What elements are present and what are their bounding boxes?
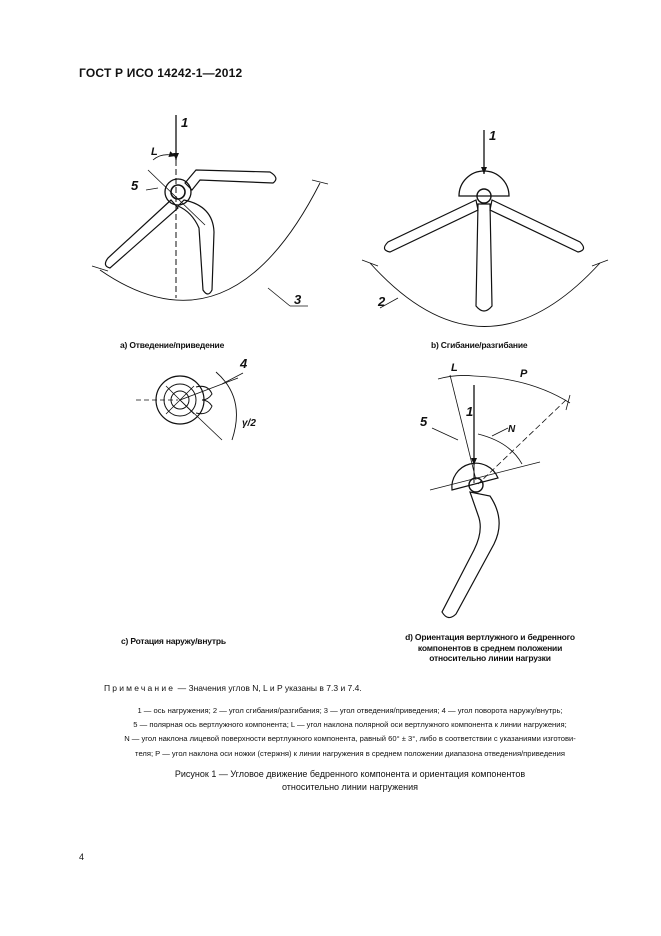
caption-figure-d (390, 632, 590, 664)
caption-figure-b: b) Сгибание/разгибание (431, 340, 528, 350)
note (104, 683, 362, 693)
legend-line: 5 — полярная ось вертлужного компонента; L — угол наклона полярной оси вертлужного компонента к линии нагружения; (133, 720, 567, 730)
legend-line: 1 — ось нагружения; 2 — угол сгибания/разгибания; 3 — угол отведения/приведения; 4 — угол поворота наружу/внутрь; (137, 706, 563, 715)
note-label: Примечание (104, 683, 176, 693)
label-angle-n: N (508, 424, 516, 435)
page-number: 4 (79, 852, 85, 862)
label-polar-axis-a: 5 (131, 178, 139, 193)
label-flexion-angle: 2 (378, 294, 386, 309)
label-abduction-angle: 3 (294, 292, 302, 307)
label-load-axis-a: 1 (181, 115, 189, 130)
label-polar-axis-d: 5 (420, 414, 428, 429)
note-text: — Значения углов N, L и P указаны в 7.3 и 7.4. (177, 683, 362, 693)
legend-line: N — угол наклона лицевой поверхности вертлужного компонента, равный 60° ± 3°, либо в соответствии с указаниями изготови- (124, 734, 576, 744)
legend-line: теля; P — угол наклона оси ножки (стержня) к линии нагружения в среднем положении диапазона отведения/приведения (135, 748, 565, 758)
caption-figure-d-line: относительно линии нагрузки (429, 653, 551, 663)
label-gamma-half: γ/2 (242, 418, 256, 429)
caption-figure-d-line: d) Ориентация вертлужного и бедренного (405, 632, 575, 642)
figure-caption-line: Рисунок 1 — Угловое движение бедренного компонента и ориентация компонентов (174, 769, 526, 779)
document-header: ГОСТ Р ИСО 14242-1—2012 (79, 66, 243, 80)
caption-figure-c: с) Ротация наружу/внутрь (121, 636, 226, 646)
label-rotation-angle: 4 (240, 356, 248, 371)
figure-legend (80, 704, 620, 761)
label-angle-l-d: L (451, 362, 458, 374)
figure-b-drawing (362, 130, 608, 327)
label-angle-l-a: L (151, 146, 158, 158)
label-angle-p: P (520, 368, 528, 380)
figure-a-drawing (92, 115, 328, 306)
figure-d-drawing (430, 375, 570, 618)
caption-figure-a: а) Отведение/приведение (120, 340, 225, 350)
figure-caption (80, 768, 620, 794)
label-load-axis-d: 1 (466, 404, 474, 419)
label-load-axis-b: 1 (489, 128, 497, 143)
figure-c-drawing (136, 372, 243, 440)
caption-figure-d-line: компонентов в среднем положении (417, 642, 563, 653)
figure-caption-line: относительно линии нагружения (281, 782, 419, 792)
